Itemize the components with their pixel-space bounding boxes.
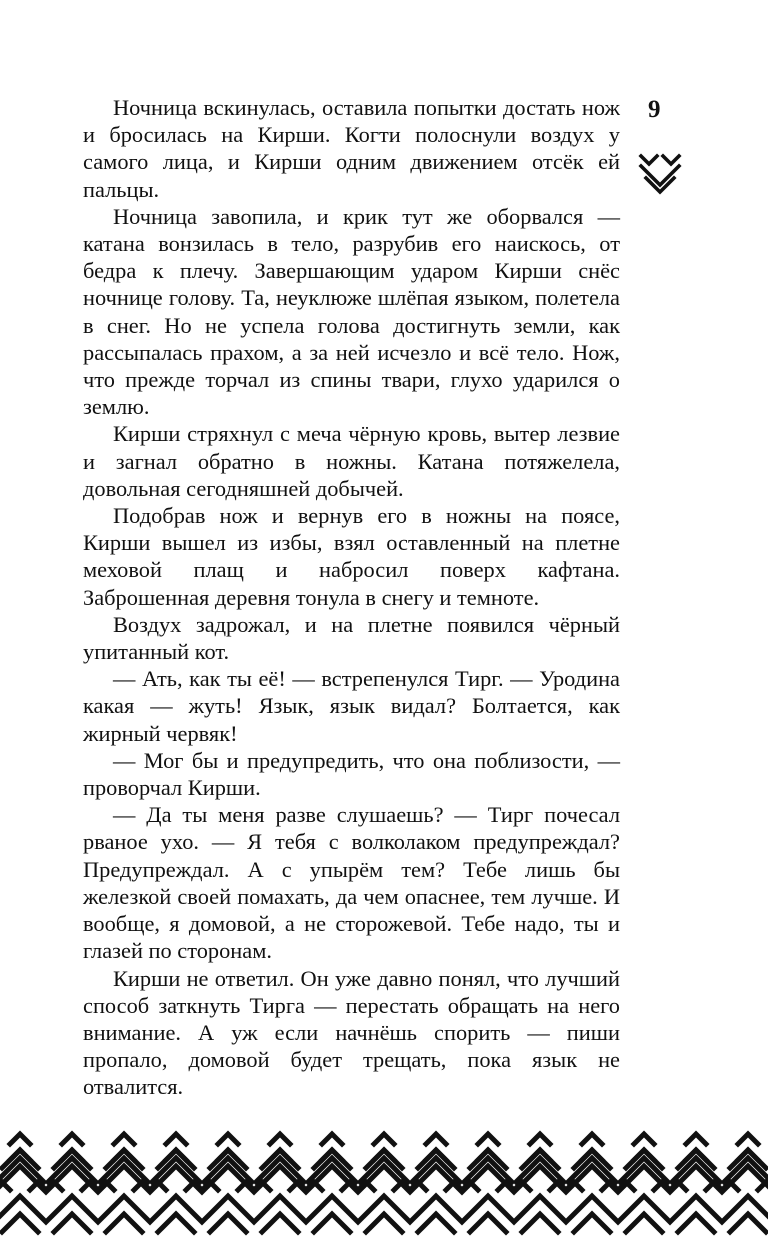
paragraph: — Мог бы и предупредить, что она поблизости, — проворчал Кирши. [83, 747, 620, 801]
paragraph: — Да ты меня разве слушаешь? — Тирг почесал рваное ухо. — Я тебя с волколаком предупреждал? Предупреждал. А с упырём тем? Тебе лишь бы железкой своей помахать, да чем опаснее, тем лучше. И вообще, я домовой, а не сторожевой. Тебе надо, ты и глазей по сторонам. [83, 802, 620, 964]
page-number: 9 [648, 96, 661, 123]
paragraph: Ночница завопила, и крик тут же оборвался — катана вонзилась в тело, разрубив его наискось, от бедра к плечу. Завершающим ударом Кирши снёс ночнице голову. Та, неуклюже шлёпая языком, полетела в снег. Но не успела голова достигнуть земли, как рассыпалась прахом, а за ней исчезло и всё тело. Нож, что прежде торчал из спины твари, глухо ударился о землю. [83, 203, 620, 420]
paragraph: Подобрав нож и вернув его в ножны на поясе, Кирши вышел из избы, взял оставленный на плетне меховой плащ и набросил поверх кафтана. Заброшенная деревня тонула в снегу и темноте. [83, 503, 620, 610]
bottom-ornament-border [0, 1130, 768, 1240]
paragraph: Ночница вскинулась, оставила попытки достать нож и бросилась на Кирши. Когти полоснули воздух у самого лица, и Кирши одним движением отсёк ей пальцы. [83, 95, 620, 202]
main-text [83, 94, 620, 1101]
paragraph: — Ать, как ты её! — встрепенулся Тирг. — Уродина какая — жуть! Язык, язык видал? Болтается, как жирный червяк! [83, 666, 620, 746]
paragraph: Воздух задрожал, и на плетне появился чёрный упитанный кот. [83, 611, 620, 665]
paragraph: Кирши не ответил. Он уже давно понял, что лучший способ заткнуть Тирга — перестать обращать на него внимание. А уж если начнёшь спорить — пиши пропало, домовой будет трещать, пока язык не отвалится. [83, 965, 620, 1100]
paragraph: Кирши стряхнул с меча чёрную кровь, вытер лезвие и загнал обратно в ножны. Катана потяжелела, довольная сегодняшней добычей. [83, 421, 620, 501]
corner-ornament-icon [637, 152, 683, 198]
